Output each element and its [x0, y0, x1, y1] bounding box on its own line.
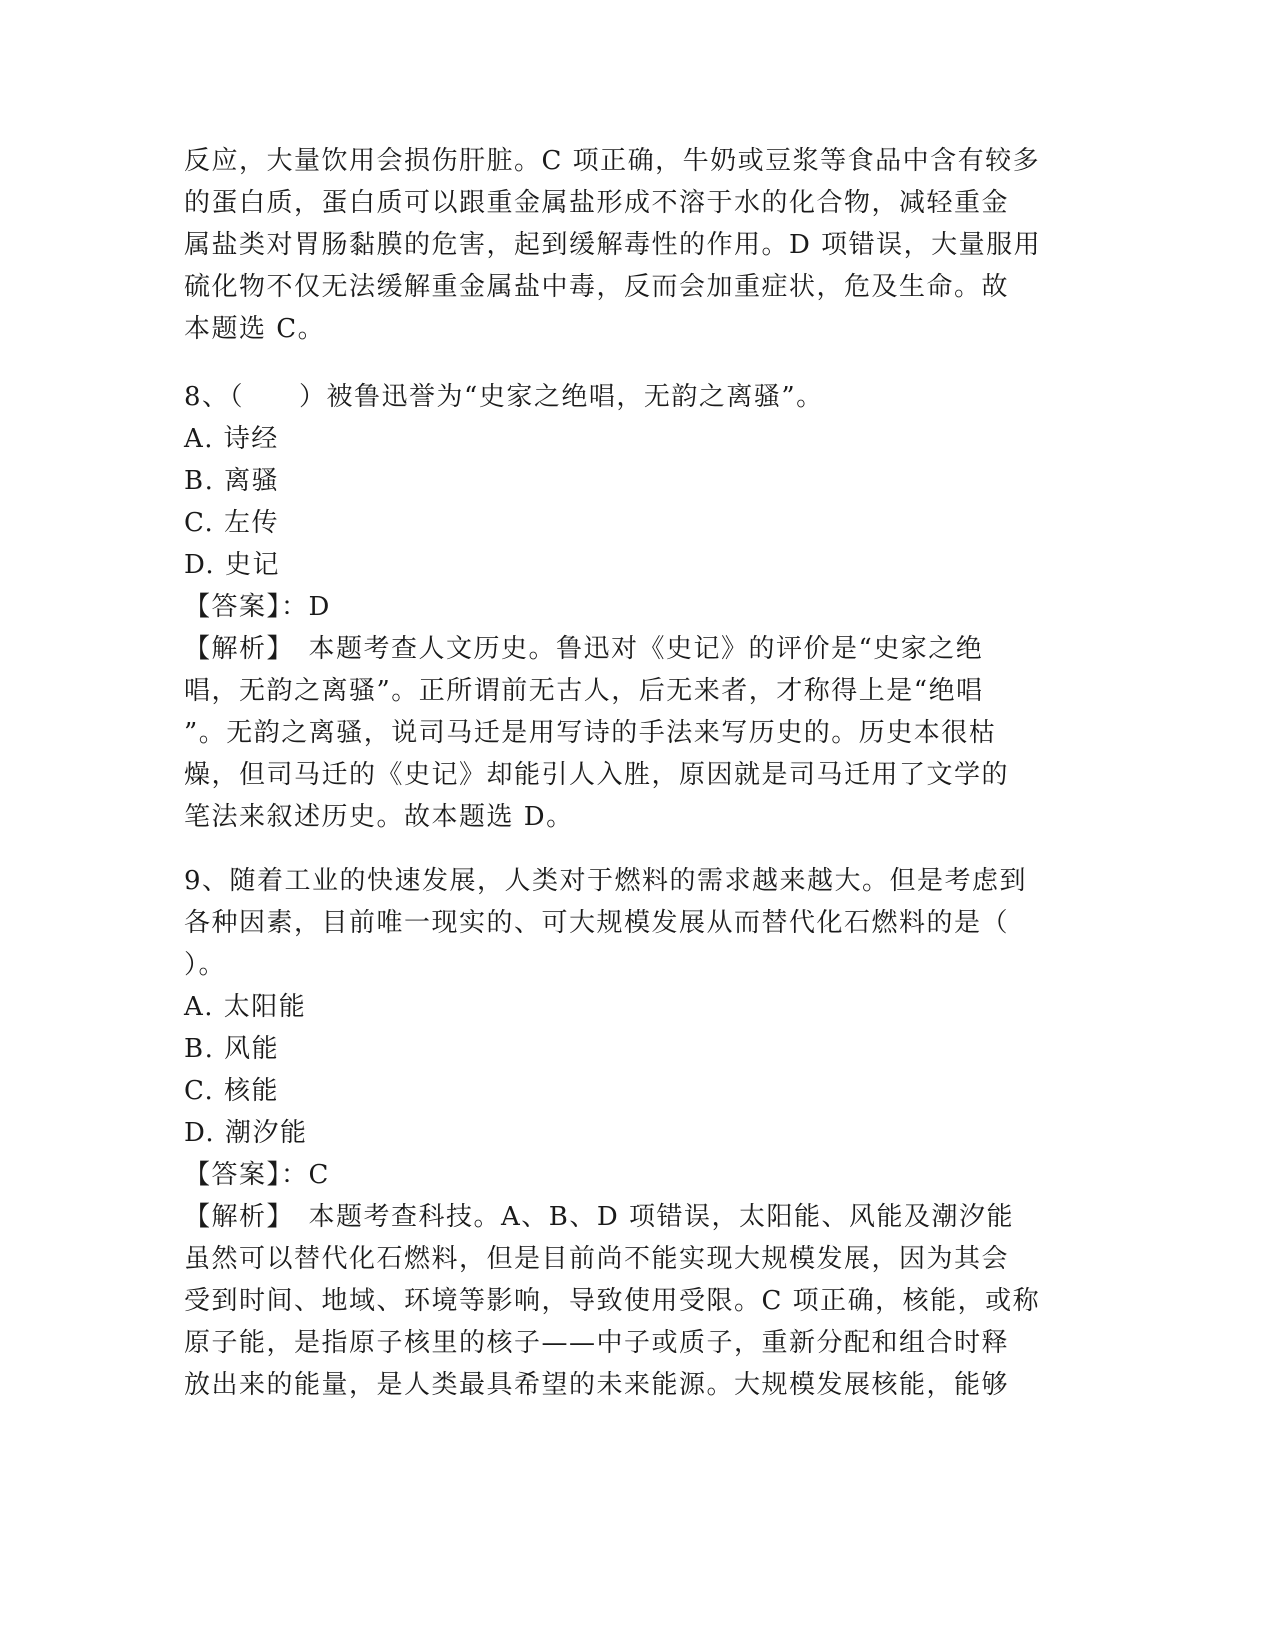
question-stem: ）。	[184, 950, 227, 980]
analysis-line: 燥，但司马迁的《史记》却能引人入胜，原因就是司马迁用了文学的	[184, 760, 1010, 790]
analysis-line: 放出来的能量，是人类最具希望的未来能源。大规模发展核能，能够	[184, 1370, 1010, 1400]
answer-line: 【答案】：D	[184, 592, 331, 622]
analysis-line: 唱，无韵之离骚”。正所谓前无古人，后无来者，才称得上是“绝唱	[184, 676, 984, 706]
question-stem: 9、随着工业的快速发展，人类对于燃料的需求越来越大。但是考虑到	[184, 866, 1028, 896]
paragraph-line: 硫化物不仅无法缓解重金属盐中毒，反而会加重症状，危及生命。故	[184, 272, 1010, 302]
analysis-line: 笔法来叙述历史。故本题选 D。	[184, 802, 574, 832]
option-c: C. 核能	[184, 1076, 279, 1106]
option-c: C. 左传	[184, 508, 279, 538]
option-b: B. 离骚	[184, 466, 280, 496]
question-stem: 8、（ ）被鲁迅誉为“史家之绝唱，无韵之离骚”。	[184, 382, 824, 412]
question-9	[184, 860, 1064, 1406]
analysis-line: 虽然可以替代化石燃料，但是目前尚不能实现大规模发展，因为其会	[184, 1244, 1010, 1274]
option-d: D. 史记	[184, 550, 280, 580]
analysis-line: ”。无韵之离骚，说司马迁是用写诗的手法来写历史的。历史本很枯	[184, 718, 997, 748]
option-a: A. 太阳能	[184, 992, 307, 1022]
paragraph-line: 属盐类对胃肠黏膜的危害，起到缓解毒性的作用。D 项错误，大量服用	[184, 230, 1042, 260]
analysis-line: 原子能，是指原子核里的核子——中子或质子，重新分配和组合时释	[184, 1328, 1010, 1358]
question-8	[184, 376, 1064, 838]
analysis-line: 受到时间、地域、环境等影响，导致使用受限。C 项正确，核能，或称	[184, 1286, 1041, 1316]
option-a: A. 诗经	[184, 424, 279, 454]
spacer	[184, 350, 1064, 376]
option-b: B. 风能	[184, 1034, 280, 1064]
answer-line: 【答案】：C	[184, 1160, 330, 1190]
spacer	[184, 838, 1064, 860]
option-d: D. 潮汐能	[184, 1118, 308, 1148]
question-stem: 各种因素，目前唯一现实的、可大规模发展从而替代化石燃料的是（	[184, 908, 1010, 938]
paragraph-line: 的蛋白质，蛋白质可以跟重金属盐形成不溶于水的化合物，减轻重金	[184, 188, 1010, 218]
analysis-line: 【解析】 本题考查科技。A、B、D 项错误，太阳能、风能及潮汐能	[184, 1202, 1014, 1232]
q7-analysis-continuation	[184, 140, 1064, 350]
paragraph-line: 反应，大量饮用会损伤肝脏。C 项正确，牛奶或豆浆等食品中含有较多	[184, 146, 1041, 176]
analysis-line: 【解析】 本题考查人文历史。鲁迅对《史记》的评价是“史家之绝	[184, 634, 984, 664]
paragraph-line: 本题选 C。	[184, 314, 326, 344]
page-content	[184, 140, 1064, 1406]
